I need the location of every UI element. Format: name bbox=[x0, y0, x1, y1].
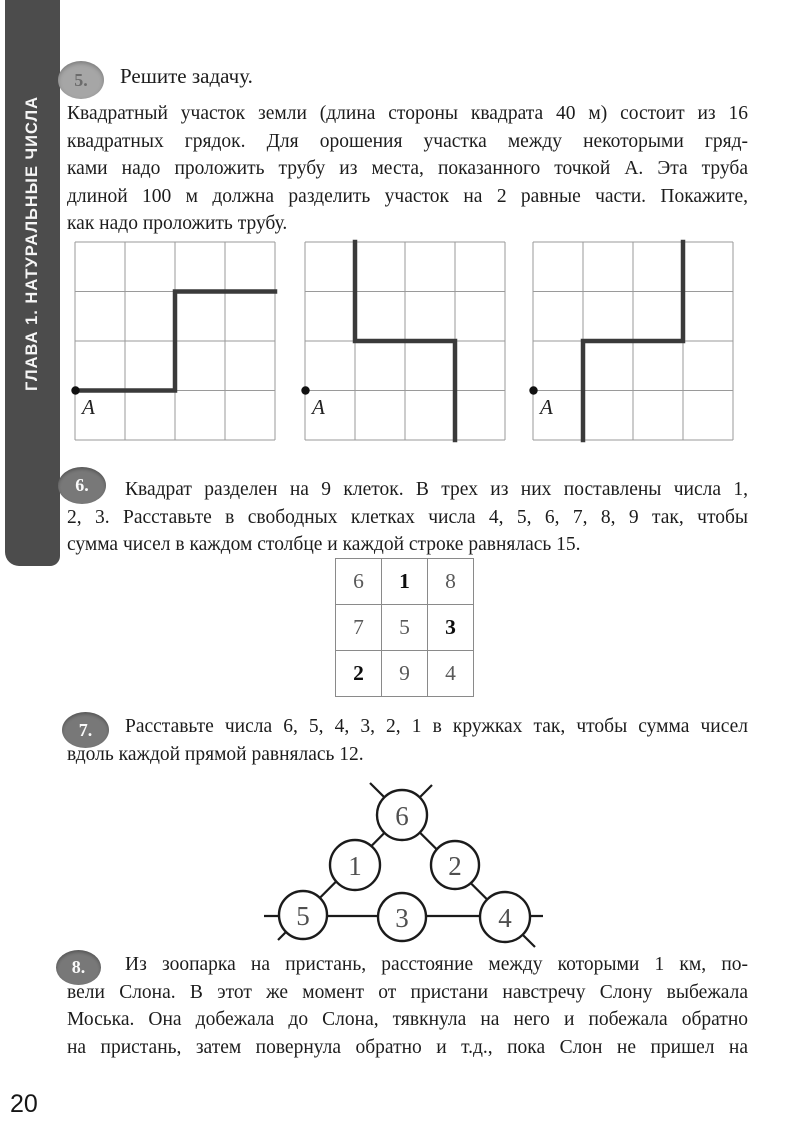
problem-7-badge: 7. bbox=[62, 712, 109, 748]
problem-6-badge: 6. bbox=[58, 467, 106, 504]
problem-7-text bbox=[67, 713, 748, 768]
circle-number: 3 bbox=[395, 903, 409, 933]
problem-6-text bbox=[67, 476, 748, 559]
pipe-grid-figure bbox=[60, 235, 750, 447]
text-line: Расставьте числа 6, 5, 4, 3, 2, 1 в кружках так, чтобы сумма чисел bbox=[125, 716, 748, 737]
magic-square-cell: 5 bbox=[382, 605, 428, 651]
problem-5-text bbox=[67, 100, 748, 238]
magic-square-cell: 6 bbox=[336, 559, 382, 605]
problem-8-text bbox=[67, 951, 748, 1061]
circle-number: 5 bbox=[296, 901, 310, 931]
circle-triangle-figure bbox=[240, 770, 560, 955]
circle-number: 4 bbox=[498, 903, 512, 933]
chapter-title: ГЛАВА 1. НАТУРАЛЬНЫЕ ЧИСЛА bbox=[23, 95, 41, 391]
point-a-dot bbox=[301, 386, 309, 394]
chapter-sidebar bbox=[5, 0, 60, 566]
point-a-label: A bbox=[312, 395, 325, 419]
point-a-dot bbox=[71, 386, 79, 394]
magic-square-cell: 4 bbox=[428, 651, 474, 697]
text-line: длиной 100 м должна разделить участок на 2 равные части. Покажите, bbox=[67, 185, 748, 207]
page-number: 20 bbox=[10, 1090, 38, 1118]
problem-5-title: Решите задачу. bbox=[120, 64, 253, 88]
problem-5-badge: 5. bbox=[58, 61, 104, 99]
problem-8-badge: 8. bbox=[56, 950, 101, 985]
point-a-dot bbox=[529, 386, 537, 394]
table-row bbox=[336, 605, 474, 651]
table-row bbox=[336, 559, 474, 605]
point-a-label: A bbox=[540, 395, 553, 419]
text-line: как надо проложить трубу. bbox=[67, 213, 288, 234]
magic-square-cell-given: 3 bbox=[428, 605, 474, 651]
table-row bbox=[336, 651, 474, 697]
text-line: вели Слона. В этот же момент от пристани навстречу Слону выбежала bbox=[67, 981, 748, 1003]
text-line: вдоль каждой прямой равнялась 12. bbox=[67, 743, 364, 765]
text-line: сумма чисел в каждом столбце и каждой строке равнялась 15. bbox=[67, 534, 581, 555]
text-line: Квадрат разделен на 9 клеток. В трех из них поставлены числа 1, bbox=[125, 479, 748, 500]
text-line: Моська. Она добежала до Слона, тявкнула на него и побежала обратно bbox=[67, 1009, 748, 1030]
text-line: на пристань, затем повернула обратно и т.д., пока Слон не пришел на bbox=[67, 1036, 748, 1058]
circle-number: 6 bbox=[395, 801, 409, 831]
text-line: ками надо проложить трубу из места, показанного точкой А. Эта труба bbox=[67, 158, 748, 179]
text-line: Квадратный участок земли (длина стороны квадрата 40 м) состоит из 16 bbox=[67, 103, 748, 124]
magic-square-cell: 8 bbox=[428, 559, 474, 605]
circle-number: 2 bbox=[448, 851, 462, 881]
text-line: Из зоопарка на пристань, расстояние между которыми 1 км, по- bbox=[125, 954, 748, 975]
magic-square-cell: 7 bbox=[336, 605, 382, 651]
text-line: квадратных грядок. Для орошения участка между некоторыми гряд- bbox=[67, 130, 748, 152]
point-a-label: A bbox=[82, 395, 95, 419]
magic-square-cell: 9 bbox=[382, 651, 428, 697]
magic-square-cell-given: 1 bbox=[382, 559, 428, 605]
magic-square-table bbox=[335, 558, 474, 697]
circle-number: 1 bbox=[348, 851, 362, 881]
magic-square-cell-given: 2 bbox=[336, 651, 382, 697]
text-line: 2, 3. Расставьте в свободных клетках числа 4, 5, 6, 7, 8, 9 так, чтобы bbox=[67, 506, 748, 528]
